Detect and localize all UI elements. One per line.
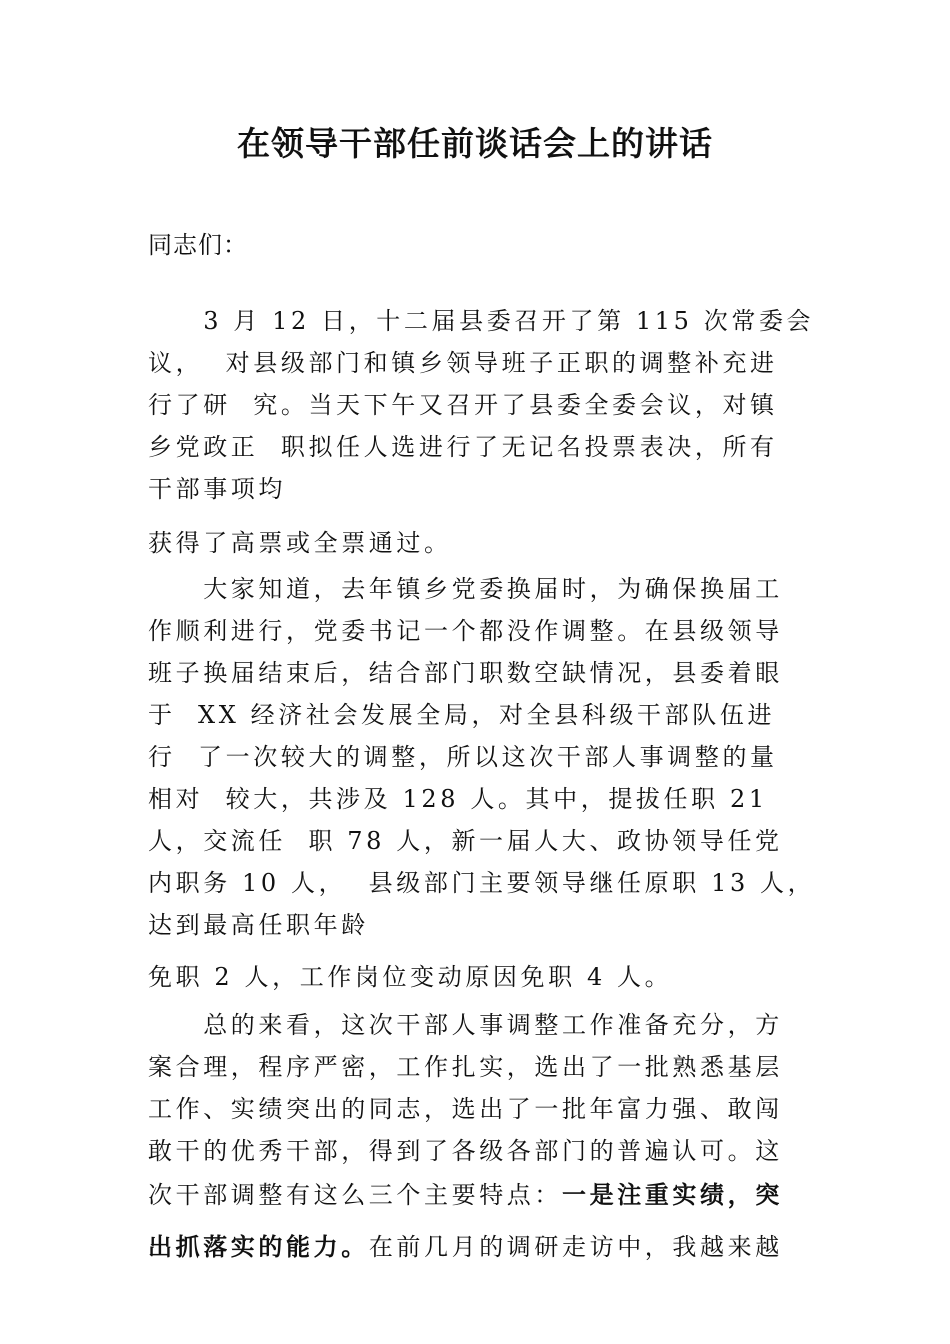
text-line-3: 行了研 究。当天下午又召开了县委全委会议，对镇 [148,391,778,419]
text-line-22-normal: 在前几月的调研走访中，我越来越 [368,1233,783,1261]
text-line-11: 行 了一次较大的调整，所以这次干部人事调整的量 [148,743,778,771]
text-line-9: 班子换届结束后，结合部门职数空缺情况，县委着眼 [148,659,783,687]
text-line-5: 干部事项均 [148,475,286,503]
document-title: 在领导干部任前谈话会上的讲话 [237,124,713,163]
text-line-21-normal: 次干部调整有这么三个主要特点： [148,1181,562,1209]
text-line-4: 乡党政正 职拟任人选进行了无记名投票表决，所有 [148,433,778,461]
text-line-12: 相对 较大，共涉及 128 人。其中，提拔任职 21 [148,785,768,813]
text-line-14: 内职务 10 人， 县级部门主要领导继任原职 13 人， [148,869,816,897]
text-line-8: 作顺利进行，党委书记一个都没作调整。在县级领导 [148,617,783,645]
text-line-2: 议， 对县级部门和镇乡领导班子正职的调整补充进 [148,349,778,377]
text-line-13: 人，交流任 职 78 人，新一届人大、政协领导任党 [148,827,783,855]
text-line-10: 于 XX 经济社会发展全局，对全县科级干部队伍进 [148,701,776,729]
text-line-22 [148,1232,783,1262]
text-line-17: 总的来看，这次干部人事调整工作准备充分，方 [148,1011,783,1039]
greeting: 同志们： [148,231,248,259]
text-line-6: 获得了高票或全票通过。 [148,529,452,557]
text-line-21-bold: 一是注重实绩，突 [562,1180,783,1209]
text-line-19: 工作、实绩突出的同志，选出了一批年富力强、敢闯 [148,1095,783,1123]
text-line-20: 敢干的优秀干部，得到了各级各部门的普遍认可。这 [148,1137,783,1165]
text-line-1: 3 月 12 日，十二届县委召开了第 115 次常委会 [148,307,815,335]
text-line-21 [148,1180,783,1210]
text-line-16: 免职 2 人，工作岗位变动原因免职 4 人。 [148,963,673,991]
text-line-15: 达到最高任职年龄 [148,911,369,939]
text-line-18: 案合理，程序严密，工作扎实，选出了一批熟悉基层 [148,1053,783,1081]
text-line-7: 大家知道，去年镇乡党委换届时，为确保换届工 [148,575,783,603]
text-line-22-bold: 出抓落实的能力。 [148,1232,369,1261]
